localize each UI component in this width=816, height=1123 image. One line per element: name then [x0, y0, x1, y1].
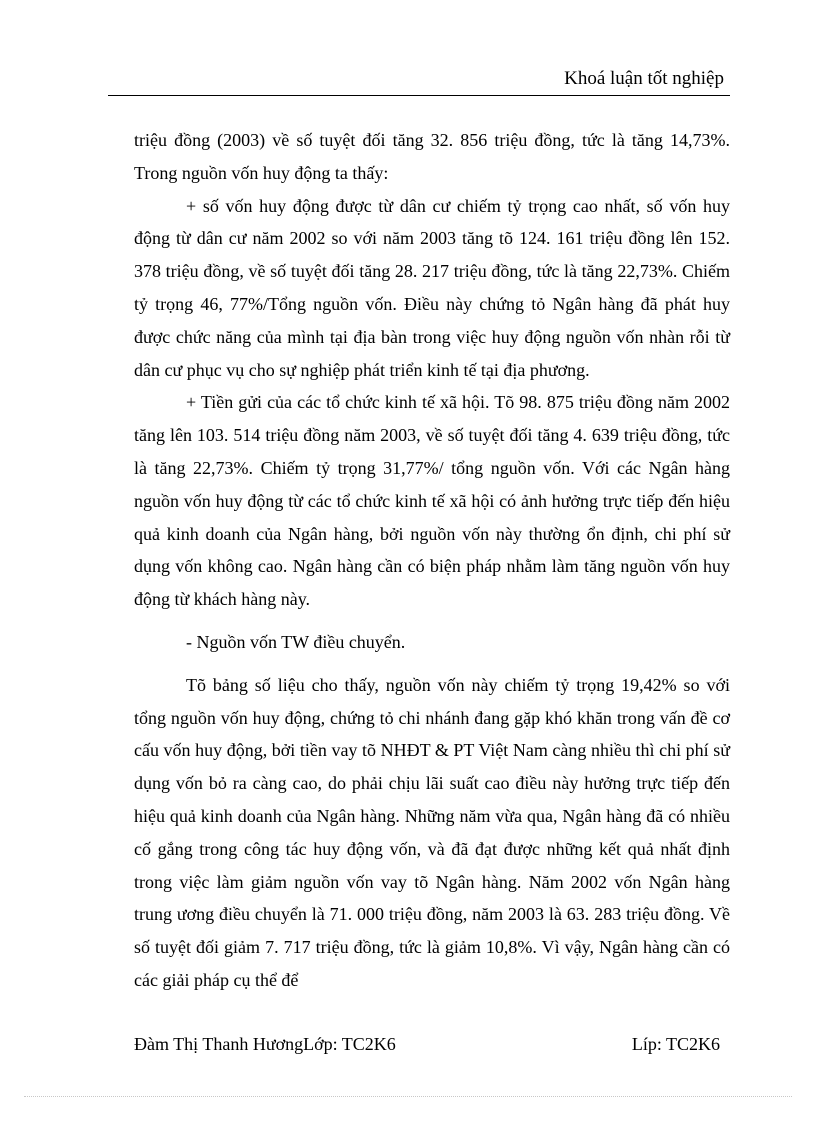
document-body: [134, 124, 730, 997]
header-rule: [108, 95, 730, 96]
paragraph-tw-capital: Tõ bảng số liệu cho thấy, nguồn vốn này chiếm tỷ trọng 19,42% so với tổng nguồn vốn huy động, chứng tỏ chi nhánh đang gặp khó khăn trong vấn đề cơ cấu vốn huy động, bởi tiền vay tõ NHĐT & PT Việt Nam càng nhiều thì chi phí sử dụng vốn bỏ ra càng cao, do phải chịu lãi suất cao điều này hưởng trực tiếp đến hiệu quả kinh doanh của Ngân hàng. Những năm vừa qua, Ngân hàng đã có nhiều cố gắng trong công tác huy động vốn, và đã đạt được những kết quả nhất định trong việc làm giảm nguồn vốn vay tõ Ngân hàng. Năm 2002 vốn Ngân hàng trung ương điều chuyển là 71. 000 triệu đồng, năm 2003 là 63. 283 triệu đồng. Về số tuyệt đối giảm 7. 717 triệu đồng, tức là giảm 10,8%. Vì vậy, Ngân hàng cần có các giải pháp cụ thể để: [134, 674, 730, 990]
paragraph-organization-deposits: + Tiền gửi của các tổ chức kinh tế xã hội. Tõ 98. 875 triệu đồng năm 2002 tăng lên 103. 514 triệu đồng năm 2003, về số tuyệt đối tăng 4. 639 triệu đồng, tức là tăng 22,73%. Chiếm tỷ trọng 31,77%/ tổng nguồn vốn. Với các Ngân hàng nguồn vốn huy động từ các tổ chức kinh tế xã hội có ảnh hưởng trực tiếp đến hiệu quả kinh doanh của Ngân hàng, bởi nguồn vốn này thường ổn định, chi phí sử dụng vốn không cao. Ngân hàng cần có biện pháp nhằm làm tăng nguồn vốn huy động từ khách hàng này.: [134, 392, 730, 610]
page-header-title: Khoá luận tốt nghiệp: [564, 68, 724, 89]
paragraph-continuation: triệu đồng (2003) về số tuyệt đối tăng 32. 856 triệu đồng, tức là tăng 14,73%. Trong nguồn vốn huy động ta thấy:: [134, 130, 730, 183]
paragraph-residents-deposits: + số vốn huy động được từ dân cư chiếm tỷ trọng cao nhất, số vốn huy động từ dân cư năm 2002 so với năm 2003 tăng tõ 124. 161 triệu đồng lên 152. 378 triệu đồng, về số tuyệt đối tăng 28. 217 triệu đồng, tức là tăng 22,73%. Chiếm tỷ trọng 46, 77%/Tổng nguồn vốn. Điều này chứng tỏ Ngân hàng đã phát huy được chức năng của mình tại địa bàn trong việc huy động nguồn vốn nhàn rỗi từ dân cư phục vụ cho sự nghiệp phát triển kinh tế tại địa phương.: [134, 195, 730, 380]
page-bottom-rule: [24, 1096, 792, 1097]
section-heading-tw-capital: - Nguồn vốn TW điều chuyển.: [186, 631, 406, 652]
footer-class: Líp: TC2K6: [631, 1034, 720, 1054]
footer-author-class: Đàm Thị Thanh HươngLớp: TC2K6: [134, 1034, 396, 1054]
